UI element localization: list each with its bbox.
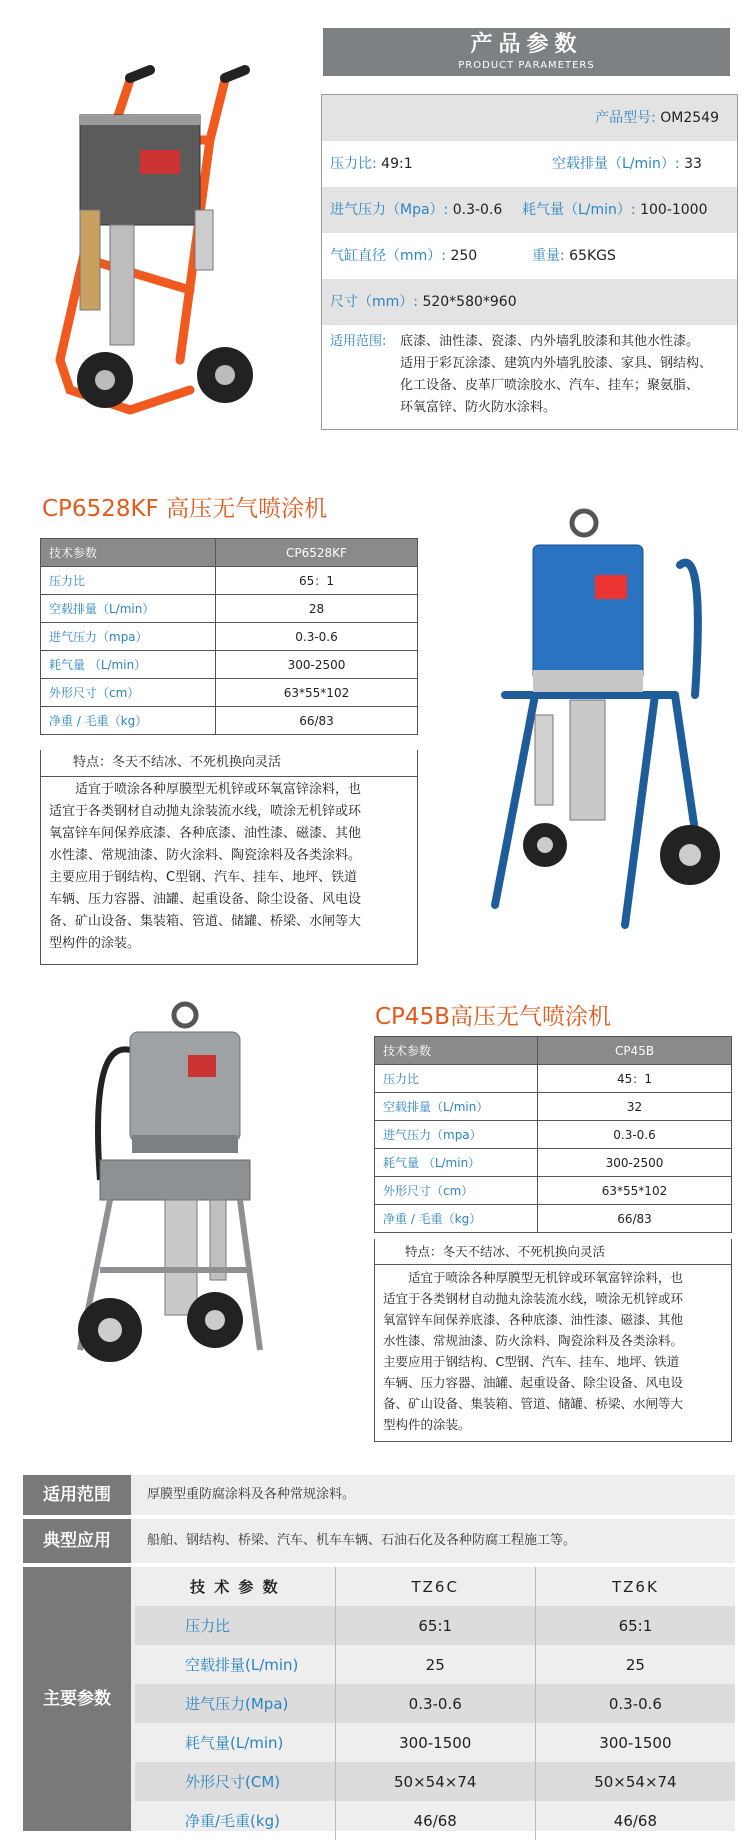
usage-line: 适用于彩瓦涂漆、建筑内外墙乳胶漆、家具、钢结构、 — [400, 356, 713, 371]
tz6-spec-table — [135, 1567, 735, 1840]
model-label: 产品型号: — [595, 110, 656, 126]
table-row — [41, 623, 418, 651]
table-row — [41, 679, 418, 707]
header-en: PRODUCT PARAMETERS — [458, 60, 595, 71]
sprayer-blue-image — [475, 505, 725, 945]
table-row — [41, 595, 418, 623]
row-key: 外形尺寸（cm） — [41, 679, 216, 707]
desc-line: 型构件的涂装。 — [49, 936, 141, 951]
product3-title: CP45B高压无气喷涂机 — [375, 1004, 611, 1030]
model-value: OM2549 — [660, 110, 719, 126]
row-value: 65:1 — [335, 1606, 535, 1645]
row-value: 300-1500 — [535, 1723, 735, 1762]
row-key: 净重 / 毛重（kg） — [375, 1205, 538, 1233]
row-value: 66/83 — [538, 1205, 732, 1233]
usage-line: 环氧富锌、防火防水涂料。 — [400, 400, 557, 415]
table-header-row — [135, 1567, 735, 1606]
row-value: 66/83 — [216, 707, 418, 735]
desc-line: 适宜于各类钢材自动抛丸涂装流水线，喷涂无机锌或环 — [383, 1291, 684, 1306]
row-key: 耗气量 （L/min） — [41, 651, 216, 679]
row-key: 外形尺寸（cm） — [375, 1177, 538, 1205]
typical-text: 船舶、钢结构、桥梁、汽车、机车车辆、石油石化及各种防腐工程施工等。 — [147, 1533, 577, 1548]
air-value: 100-1000 — [640, 202, 708, 218]
row-key: 净重/毛重(kg) — [185, 1812, 280, 1830]
product1-spec-box — [321, 94, 738, 430]
feature-line: 特点：冬天不结冰、不死机换向灵活 — [405, 1244, 606, 1259]
row-key: 空载排量（L/min） — [41, 595, 216, 623]
desc-line: 主要应用于钢结构、C型钢、汽车、挂车、地坪、铁道 — [383, 1354, 680, 1369]
table-head-value: CP45B — [538, 1037, 732, 1065]
desc-line: 备、矿山设备、集装箱、管道、储罐、桥梁、水闸等大 — [383, 1396, 684, 1411]
table-row — [135, 1801, 735, 1840]
desc-line: 适宜于各类钢材自动抛丸涂装流水线，喷涂无机锌或环 — [49, 804, 362, 819]
col-head-param: 技 术 参 数 — [189, 1578, 280, 1596]
weight-value: 65KGS — [569, 248, 616, 264]
row-key: 压力比 — [375, 1065, 538, 1093]
product2-spec-table — [40, 538, 418, 735]
desc-line: 车辆、压力容器、油罐、起重设备、除尘设备、风电设 — [383, 1375, 684, 1390]
row-value: 46/68 — [535, 1801, 735, 1840]
row-value: 0.3-0.6 — [535, 1684, 735, 1723]
row-value: 63*55*102 — [216, 679, 418, 707]
row-value: 25 — [335, 1645, 535, 1684]
table-head-key: 技术参数 — [41, 539, 216, 567]
desc-line: 适宜于喷涂各种厚膜型无机锌或环氧富锌涂料，也 — [49, 782, 362, 797]
usage-line: 底漆、油性漆、瓷漆、内外墙乳胶漆和其他水性漆。 — [400, 334, 700, 349]
row-value: 50×54×74 — [535, 1762, 735, 1801]
table-row — [375, 1093, 732, 1121]
row-key: 进气压力（mpa） — [41, 623, 216, 651]
cyl-label: 气缸直径（mm）: — [330, 248, 446, 264]
table-row — [41, 707, 418, 735]
desc-line: 主要应用于钢结构、C型钢、汽车、挂车、地坪、铁道 — [49, 870, 358, 885]
row-value: 32 — [538, 1093, 732, 1121]
scope-label: 适用范围 — [23, 1475, 131, 1515]
ratio-row — [322, 141, 737, 187]
model-row — [322, 95, 737, 141]
row-key: 压力比 — [41, 567, 216, 595]
row-value: 0.3-0.6 — [538, 1121, 732, 1149]
ratio-value: 49:1 — [381, 156, 413, 172]
row-value: 300-1500 — [335, 1723, 535, 1762]
table-row — [375, 1121, 732, 1149]
desc-line: 车辆、压力容器、油罐、起重设备、除尘设备、风电设 — [49, 892, 362, 907]
table-row — [375, 1205, 732, 1233]
usage-line: 化工设备、皮革厂喷涂胶水、汽车、挂车；聚氨脂、 — [400, 378, 700, 393]
product3-spec-table — [374, 1036, 732, 1233]
desc-line: 氧富锌车间保养底漆、各种底漆、油性漆、磁漆、其他 — [49, 826, 362, 841]
sprayer-grey-image — [70, 1000, 290, 1400]
row-value: 65：1 — [216, 567, 418, 595]
table-row — [375, 1177, 732, 1205]
tz6-parameters-block — [23, 1475, 735, 1831]
cyl-value: 250 — [450, 248, 478, 264]
inlet-label: 进气压力（Mpa）: — [330, 202, 449, 218]
usage-label: 适用范围: — [330, 334, 387, 349]
air-label: 耗气量（L/min）: — [522, 202, 636, 218]
inlet-value: 0.3-0.6 — [452, 202, 503, 218]
size-label: 尺寸（mm）: — [330, 294, 418, 310]
row-value: 300-2500 — [538, 1149, 732, 1177]
table-head-value: CP6528KF — [216, 539, 418, 567]
ratio-label: 压力比: — [330, 156, 377, 172]
product2-notes — [40, 750, 418, 965]
product2-title: CP6528KF 高压无气喷涂机 — [42, 496, 328, 522]
row-key: 进气压力(Mpa) — [135, 1684, 335, 1723]
scope-text: 厚膜型重防腐涂料及各种常规涂料。 — [147, 1487, 356, 1502]
table-head-key: 技术参数 — [375, 1037, 538, 1065]
row-key: 空载排量（L/min） — [375, 1093, 538, 1121]
header-cn: 产品参数 — [470, 32, 583, 57]
table-row — [41, 567, 418, 595]
row-value: 50×54×74 — [335, 1762, 535, 1801]
inlet-row — [322, 187, 737, 233]
row-value: 25 — [535, 1645, 735, 1684]
desc-line: 备、矿山设备、集装箱、管道、储罐、桥梁、水闸等大 — [49, 914, 362, 929]
row-key: 压力比 — [135, 1606, 335, 1645]
table-row — [41, 651, 418, 679]
row-key: 外形尺寸(CM) — [135, 1762, 335, 1801]
table-row — [135, 1723, 735, 1762]
usage-block — [322, 327, 737, 429]
row-key: 空载排量(L/min) — [185, 1656, 299, 1674]
row-value: 28 — [216, 595, 418, 623]
row-value: 0.3-0.6 — [216, 623, 418, 651]
row-value: 63*55*102 — [538, 1177, 732, 1205]
col-head-tz6k: TZ6K — [535, 1567, 735, 1606]
row-key: 净重 / 毛重（kg） — [41, 707, 216, 735]
cylinder-row — [322, 233, 737, 279]
feature-line: 特点：冬天不结冰、不死机换向灵活 — [73, 755, 282, 770]
row-value: 0.3-0.6 — [335, 1684, 535, 1723]
main-params-label: 主要参数 — [23, 1567, 131, 1831]
col-head-tz6c: TZ6C — [335, 1567, 535, 1606]
row-value: 300-2500 — [216, 651, 418, 679]
desc-line: 水性漆、常规油漆、防火涂料、陶瓷涂料及各类涂料。 — [49, 848, 362, 863]
flow-label: 空载排量（L/min）: — [552, 156, 680, 172]
row-value: 46/68 — [335, 1801, 535, 1840]
product-parameters-header — [323, 28, 730, 76]
table-row — [135, 1645, 735, 1684]
row-key: 耗气量 （L/min） — [375, 1149, 538, 1177]
table-row — [375, 1149, 732, 1177]
product3-notes — [374, 1239, 732, 1442]
table-row — [135, 1606, 735, 1645]
desc-line: 氧富锌车间保养底漆、各种底漆、油性漆、磁漆、其他 — [383, 1312, 684, 1327]
weight-label: 重量: — [532, 248, 565, 264]
row-value: 65:1 — [535, 1606, 735, 1645]
row-key: 耗气量(L/min) — [185, 1734, 284, 1752]
table-row — [375, 1065, 732, 1093]
row-value: 45：1 — [538, 1065, 732, 1093]
flow-value: 33 — [684, 156, 702, 172]
table-row — [135, 1762, 735, 1801]
desc-line: 水性漆、常规油漆、防火涂料、陶瓷涂料及各类涂料。 — [383, 1333, 684, 1348]
sprayer-orange-image — [30, 60, 270, 460]
size-row — [322, 279, 737, 325]
desc-line: 型构件的涂装。 — [383, 1417, 471, 1432]
row-key: 进气压力（mpa） — [375, 1121, 538, 1149]
table-row — [135, 1684, 735, 1723]
typical-label: 典型应用 — [23, 1519, 131, 1563]
size-value: 520*580*960 — [422, 294, 517, 310]
desc-line: 适宜于喷涂各种厚膜型无机锌或环氧富锌涂料，也 — [383, 1270, 684, 1285]
